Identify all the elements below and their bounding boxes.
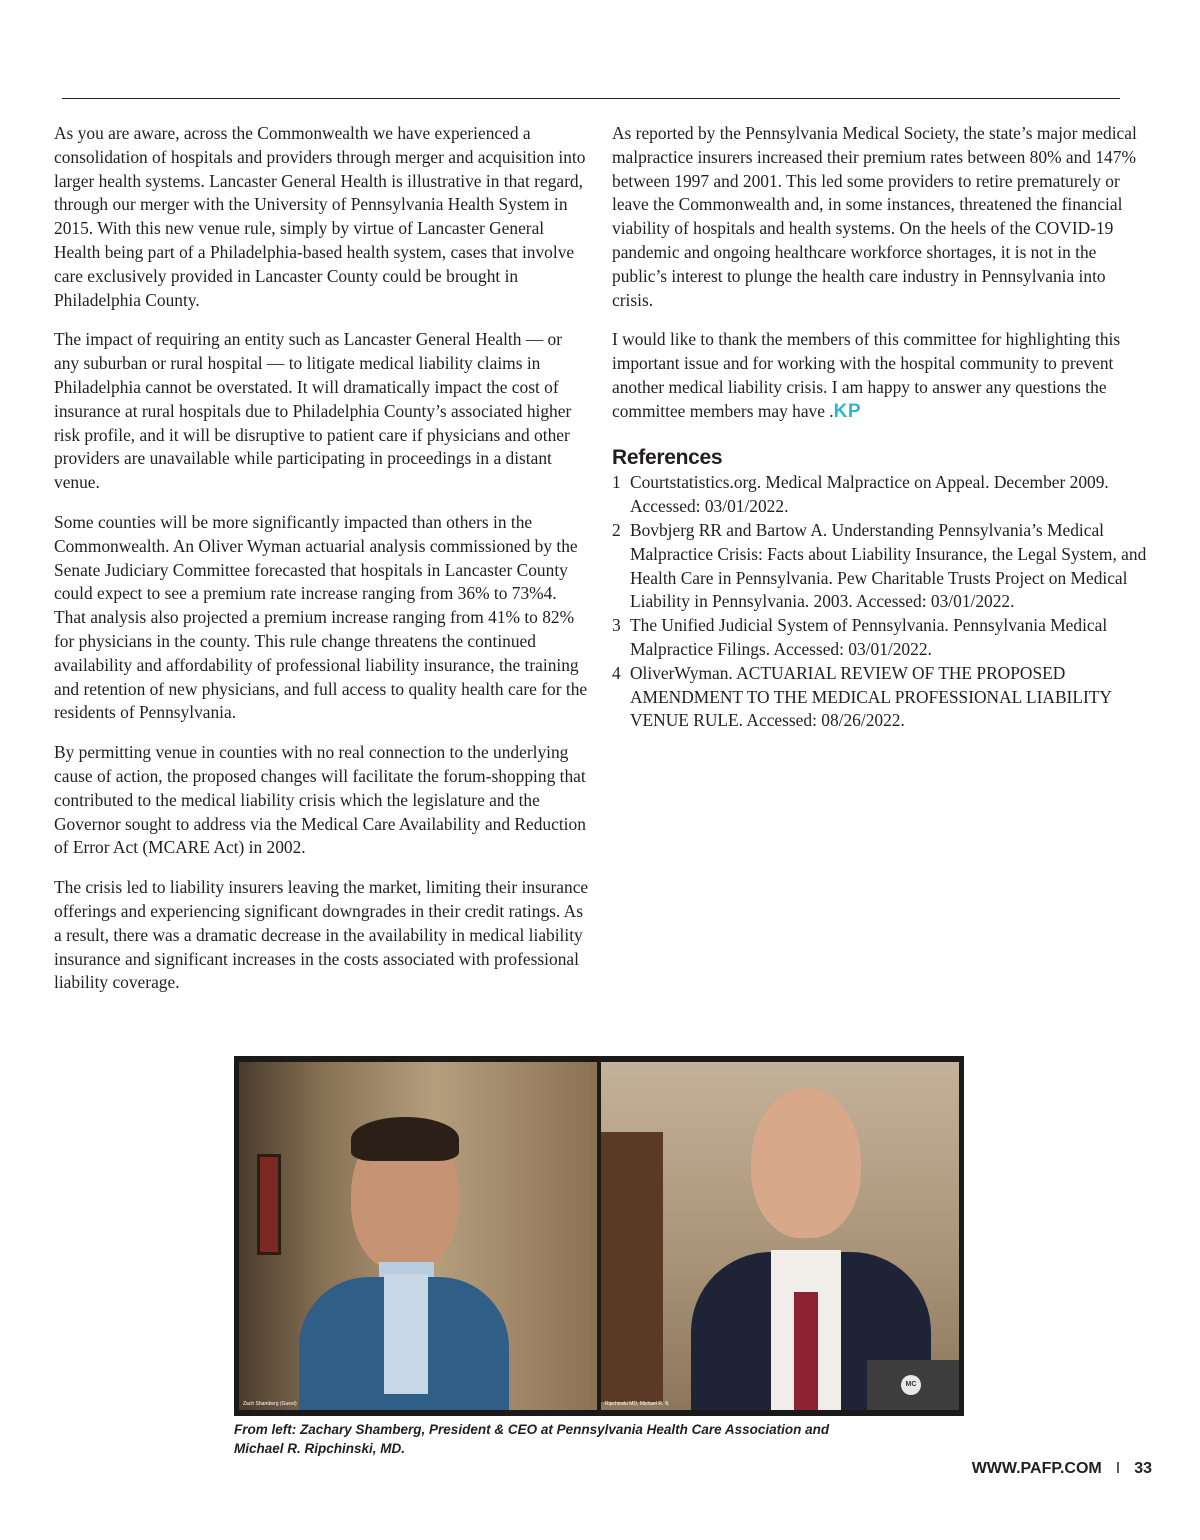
reference-text: The Unified Judicial System of Pennsylvania. Pennsylvania Medical Malpractice Filings. Accessed: 03/01/2022.: [630, 615, 1108, 659]
reference-item: [612, 662, 1147, 733]
reference-text: Bovbjerg RR and Bartow A. Understanding Pennsylvania’s Medical Malpractice Crisis: Facts about Liability Insurance, the Legal System, and Health Care in Pennsylvania. Pew Charitable Trusts Project on Medical Liability in Pennsylvania. 2003. Accessed: 03/01/2022.: [630, 519, 1147, 612]
paragraph: As reported by the Pennsylvania Medical Society, the state’s major medical malpractice insurers increased their premium rates between 80% and 147% between 1997 and 2001. This led some providers to retire prematurely or leave the Commonwealth and, in some instances, threatened the financial viability of hospitals and health systems. On the heels of the COVID-19 pandemic and ongoing healthcare workforce shortages, it is not in the public’s interest to plunge the health care industry in Pennsylvania into crisis.: [612, 123, 1137, 310]
reference-number: 4: [612, 662, 621, 683]
person-hair: [351, 1117, 459, 1161]
paragraph: The impact of requiring an entity such as Lancaster General Health — or any suburban or rural hospital — to litigate medical liability claims in Philadelphia cannot be overstated. It will dramatically impact the cost of insurance at rural hospitals due to Philadelphia County’s associated higher risk profile, and it will be disruptive to patient care if physicians and other providers are unavailable while participating in proceedings in a distant venue.: [54, 329, 572, 493]
video-pane-left: [239, 1062, 597, 1410]
bookshelf: [601, 1132, 663, 1402]
paragraph: By permitting venue in counties with no real connection to the underlying cause of action, the proposed changes will facilitate the forum-shopping that contributed to the medical liability crisis which the legislature and the Governor sought to address via the Medical Care Availability and Reduction of Error Act (MCARE Act) in 2002.: [54, 742, 586, 858]
header-rule: [62, 98, 1120, 99]
necktie: [794, 1292, 818, 1410]
reference-item: [612, 614, 1147, 662]
page-footer: [972, 1460, 1152, 1478]
paragraph: Some counties will be more significantly impacted than others in the Commonwealth. An Oliver Wyman actuarial analysis commissioned by the Senate Judiciary Committee forecasted that hospitals in Lancaster County could expect to see a premium rate increase ranging from 36% to 73%4. That analysis also projected a premium increase ranging from 41% to 82% for physicians in the county. This rule change threatens the continued availability and affordability of professional liability insurance, the training and retention of new physicians, and full access to quality health care for the residents of Pennsylvania.: [54, 511, 588, 723]
participant-badge-panel: [867, 1360, 959, 1410]
reference-number: 2: [612, 519, 621, 540]
references-heading: References: [612, 445, 723, 469]
closing-text: I would like to thank the members of this committee for highlighting this important issue and for working with the hospital community to prevent another medical liability crisis. I am happy to answer any questions the committee members may have .: [612, 329, 1121, 421]
participant-tag: Zach Shamberg (Guest): [243, 1401, 297, 1407]
wall-art: [257, 1154, 281, 1255]
right-column: [612, 122, 1147, 733]
photo-caption: [234, 1420, 874, 1458]
person-head: [751, 1088, 861, 1238]
reference-text: Courtstatistics.org. Medical Malpractice on Appeal. December 2009. Accessed: 03/01/2022.: [630, 472, 1109, 517]
reference-item: [612, 519, 1147, 614]
caption-line: Michael R. Ripchinski, MD.: [234, 1441, 406, 1456]
page-number: 33: [1134, 1460, 1152, 1477]
footer-separator: I: [1115, 1460, 1121, 1477]
left-column: [54, 122, 589, 1011]
shirt-collar: [384, 1274, 428, 1394]
paragraph: The crisis led to liability insurers leaving the market, limiting their insurance offerings and experiencing significant downgrades in their credit ratings. As a result, there was a dramatic decrease in the availability in medical liability insurance and significant increases in the costs associated with professional liability coverage.: [54, 877, 589, 993]
reference-number: 1: [612, 472, 621, 493]
reference-text: OliverWyman. ACTUARIAL REVIEW OF THE PROPOSED AMENDMENT TO THE MEDICAL PROFESSIONAL LIABILITY VENUE RULE. Accessed: 08/26/2022.: [630, 662, 1112, 731]
references-list: [612, 471, 1147, 733]
reference-number: 3: [612, 615, 621, 636]
video-call-photo: [234, 1056, 964, 1416]
participant-tag: Ripchinski MD, Michael R. ⇅: [605, 1401, 669, 1407]
video-pane-right: [601, 1062, 959, 1410]
paragraph: As you are aware, across the Commonwealth we have experienced a consolidation of hospitals and providers through merger and acquisition into larger health systems. Lancaster General Health is illustrative in that regard, through our merger with the University of Pennsylvania Health System in 2015. With this new venue rule, simply by virtue of Lancaster General Health being part of a Philadelphia-based health system, cases that involve care exclusively provided in Lancaster County could be brought in Philadelphia County.: [54, 123, 586, 310]
kp-end-mark: KP: [833, 400, 862, 422]
footer-site-url: WWW.PAFP.COM: [971, 1460, 1102, 1477]
closing-paragraph: [612, 328, 1147, 423]
participant-initials-badge: MC: [901, 1375, 921, 1395]
reference-item: [612, 471, 1147, 519]
caption-line: From left: Zachary Shamberg, President & CEO at Pennsylvania Health Care Association and: [234, 1422, 830, 1437]
